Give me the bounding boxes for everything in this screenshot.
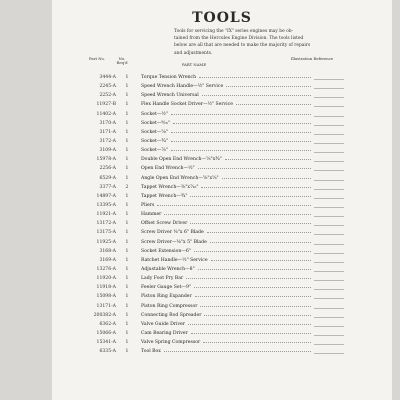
part-number: 15978-A [96,157,116,163]
part-number: 3168-A [99,248,116,254]
illustration-reference-blank [314,276,344,281]
dot-leader [203,342,311,343]
header-part-no: Part No. [89,56,105,61]
intro-line: and adjustments. [174,50,213,56]
part-name: Torque Tension Wrench [141,75,197,81]
table-row [82,137,344,146]
table-row [82,119,344,128]
quantity-required: 1 [125,267,129,273]
dot-leader [190,196,311,197]
part-number: 2256-A [99,166,116,172]
table-row [82,302,344,311]
table-row [82,164,344,173]
dot-leader [171,132,311,133]
illustration-reference-blank [314,121,344,126]
illustration-reference-blank [314,240,344,245]
dot-leader [194,251,311,252]
table-row [82,347,344,356]
part-number: 15341-A [96,340,116,346]
part-number: 3444-A [99,75,116,81]
dot-leader [204,315,311,316]
illustration-reference-blank [314,294,344,299]
illustration-reference-blank [314,112,344,117]
quantity-required: 1 [125,321,129,327]
dot-leader [171,141,311,142]
illustration-reference-blank [314,84,344,89]
part-name: Socket—½" [141,111,168,117]
part-name: Flex Handle Socket Driver—½" Service [141,102,233,108]
part-name: Ratchet Handle—½" Service [141,257,208,263]
part-number: 2245-A [99,84,116,90]
quantity-required: 2 [125,184,129,190]
quantity-required: 1 [125,303,129,309]
part-name: Socket—⅞" [141,148,168,154]
part-name: Hammer [141,212,162,218]
table-row [82,274,344,283]
part-name: Tool Box [141,349,161,355]
part-name: Socket—⁹⁄₁₆" [141,120,170,126]
table-row [82,82,344,91]
quantity-required: 1 [125,166,129,172]
table-row [82,247,344,256]
quantity-required: 1 [125,340,129,346]
dot-leader [199,77,311,78]
part-name: Pliers [141,203,155,209]
part-name: Connecting Rod Spreader [141,312,202,318]
part-number: 13395-A [96,203,116,209]
part-number: 13171-A [96,303,116,309]
part-name: Open End Wrench—½" [141,166,195,172]
illustration-reference-blank [314,194,344,199]
part-name: Screw Driver ⅜"x 6" Blade [141,230,204,236]
quantity-required: 1 [125,75,129,81]
quantity-required: 1 [125,203,129,209]
quantity-required: 1 [125,193,129,199]
quantity-required: 1 [125,175,129,181]
table-row [82,183,344,192]
dot-leader [195,296,311,297]
part-number: 6362-A [99,321,116,327]
illustration-reference-blank [314,285,344,290]
illustration-reference-blank [314,221,344,226]
dot-leader [188,324,311,325]
table-row [82,256,344,265]
table-row [82,100,344,109]
intro-line: tained from the Hercules Engine Division. The tools listed [174,36,304,42]
dot-leader [164,214,311,215]
part-number: 15098-A [96,294,116,300]
header-no-required: No. Req'd [116,56,128,66]
quantity-required: 1 [125,84,129,90]
part-name: Socket—⅝" [141,129,168,135]
part-number: 200382-A [93,312,116,318]
part-number: 11918-A [96,285,116,291]
table-row [82,219,344,228]
illustration-reference-blank [314,203,344,208]
dot-leader [171,150,311,151]
part-name: Angle Open End Wrench—⅝"x⅝" [141,175,219,181]
part-number: 3377-A [99,184,116,190]
part-name: Tappet Wrench—¾" [141,193,188,199]
quantity-required: 1 [125,120,129,126]
illustration-reference-blank [314,139,344,144]
intro-paragraph [174,28,336,57]
part-number: 3169-A [99,257,116,263]
illustration-reference-blank [314,157,344,162]
dot-leader [201,187,311,188]
dot-leader [198,269,311,270]
illustration-reference-blank [314,267,344,272]
dot-leader [222,178,311,179]
part-number: 13276-A [96,267,116,273]
table-row [82,311,344,320]
document-page [52,0,392,400]
part-number: 6529-A [99,175,116,181]
quantity-required: 1 [125,285,129,291]
table-row [82,238,344,247]
quantity-required: 1 [125,221,129,227]
table-row [82,338,344,347]
illustration-reference-blank [314,185,344,190]
dot-leader [236,104,311,105]
dot-leader [198,168,311,169]
dot-leader [190,223,311,224]
quantity-required: 1 [125,102,129,108]
dot-leader [164,351,311,352]
part-name: Offset Screw Driver [141,221,188,227]
part-number: 3172-A [99,139,116,145]
dot-leader [194,287,311,288]
part-number: 14897-A [96,193,116,199]
part-name: Speed Wrench Universal [141,93,199,99]
part-number: 3109-A [99,148,116,154]
quantity-required: 1 [125,93,129,99]
table-row [82,146,344,155]
part-number: 3171-A [99,129,116,135]
quantity-required: 1 [125,276,129,282]
intro-line: below are all that are needed to make the majority of repairs [174,43,311,49]
illustration-reference-blank [314,331,344,336]
part-name: Socket Extension—6" [141,248,191,254]
part-number: 15066-A [96,331,116,336]
part-name: Valve Guide Driver [141,321,185,327]
quantity-required: 1 [125,349,129,355]
part-name: Cam Bearing Driver [141,331,188,336]
illustration-reference-blank [314,102,344,107]
table-row [82,210,344,219]
illustration-reference-blank [314,349,344,354]
dot-leader [173,123,311,124]
quantity-required: 1 [125,230,129,236]
dot-leader [207,232,311,233]
table-row [82,174,344,183]
part-number: 6335-A [99,349,116,355]
table-row [82,228,344,237]
table-row [82,128,344,137]
quantity-required: 1 [125,331,129,336]
part-number: 13172-A [96,221,116,227]
table-row [82,91,344,100]
table-row [82,329,344,338]
part-name: Screw Driver—⅜"x 5" Blade [141,239,207,245]
table-row [82,110,344,119]
dot-leader [191,333,311,334]
quantity-required: 1 [125,111,129,117]
page-title: TOOLS [192,10,252,26]
illustration-reference-blank [314,212,344,217]
part-number: 2252-A [99,93,116,99]
dot-leader [226,86,311,87]
table-row [82,283,344,292]
illustration-reference-blank [314,340,344,345]
part-name: Socket—¾" [141,139,168,145]
quantity-required: 1 [125,129,129,135]
illustration-reference-blank [314,148,344,153]
quantity-required: 1 [125,257,129,263]
dot-leader [202,95,311,96]
illustration-reference-blank [314,230,344,235]
illustration-reference-blank [314,304,344,309]
part-number: 13175-A [96,230,116,236]
quantity-required: 1 [125,239,129,245]
dot-leader [210,242,311,243]
quantity-required: 1 [125,157,129,163]
table-row [82,155,344,164]
illustration-reference-blank [314,166,344,171]
part-name: Tappet Wrench—⅜"x⁷⁄₁₆" [141,184,199,190]
header-part-name: PART NAME [181,62,207,67]
dot-leader [186,278,311,279]
table-row [82,192,344,201]
quantity-required: 1 [125,212,129,218]
table-row [82,320,344,329]
part-name: Speed Wrench Handle—½" Service [141,84,224,90]
part-number: 11925-A [96,239,116,245]
part-name: Lady Foot Pry Bar [141,276,184,282]
illustration-reference-blank [314,322,344,327]
illustration-reference-blank [314,313,344,318]
part-name: Valve Spring Compressor [141,340,201,346]
dot-leader [211,260,311,261]
illustration-reference-blank [314,130,344,135]
part-number: 11402-A [96,111,116,117]
table-row [82,265,344,274]
dot-leader [171,114,311,115]
table-row [82,201,344,210]
illustration-reference-blank [314,176,344,181]
dot-leader [157,205,311,206]
part-name: Piston Ring Compressor [141,303,198,309]
dot-leader [225,159,311,160]
illustration-reference-blank [314,93,344,98]
part-number: 11927-B [96,102,116,108]
part-number: 11921-A [96,212,116,218]
part-number: 3170-A [99,120,116,126]
illustration-reference-blank [314,75,344,80]
part-name: Double Open End Wrench—⅝"x¾" [141,157,222,163]
intro-line: Tools for servicing the "IX" series engines may be ob- [174,29,294,34]
tools-table [82,73,344,356]
illustration-reference-blank [314,258,344,263]
part-name: Adjustable Wrench—8" [141,267,195,273]
quantity-required: 1 [125,294,129,300]
dot-leader [200,306,311,307]
quantity-required: 1 [125,312,129,318]
part-number: 11920-A [96,276,116,282]
illustration-reference-blank [314,249,344,254]
quantity-required: 1 [125,148,129,154]
part-name: Feeler Gauge Set—9" [141,285,192,291]
quantity-required: 1 [125,248,129,254]
table-row [82,73,344,82]
table-row [82,292,344,301]
part-name: Piston Ring Expander [141,294,192,300]
header-illustration-reference: Illustration Reference [290,56,334,61]
quantity-required: 1 [125,139,129,145]
